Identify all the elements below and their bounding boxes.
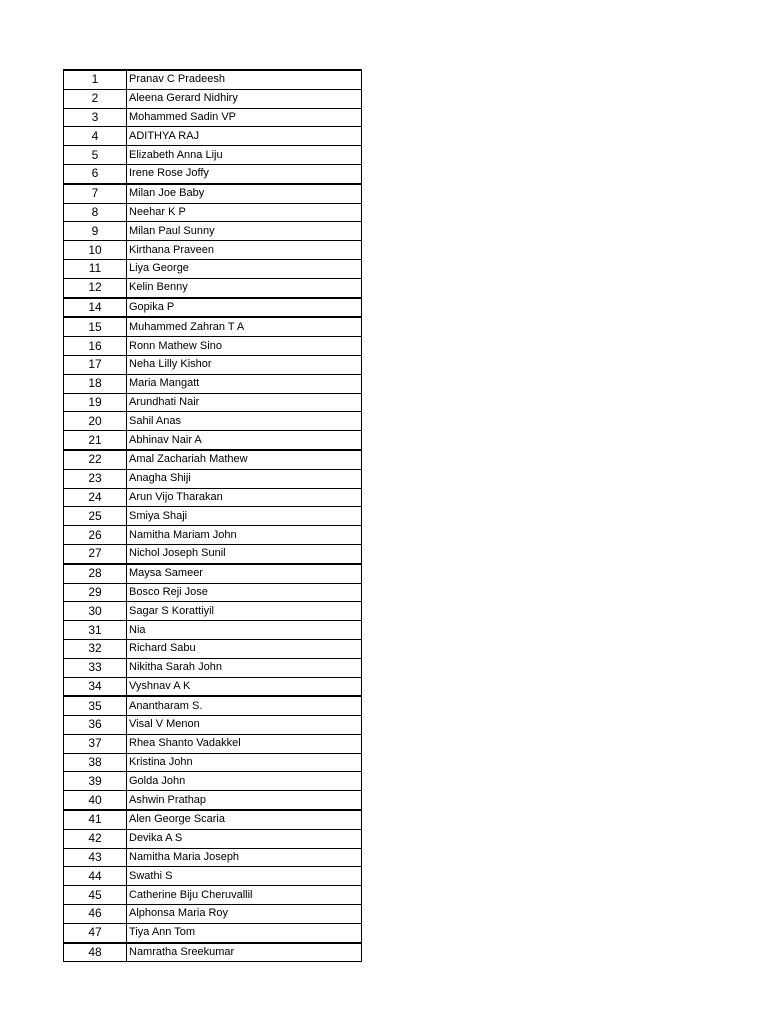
serial-number-cell: 23: [64, 469, 127, 488]
table-row: [64, 564, 362, 583]
table-row: [64, 184, 362, 203]
serial-number-cell: 30: [64, 602, 127, 621]
serial-number-cell: 31: [64, 621, 127, 640]
table-row: [64, 317, 362, 336]
table-row: [64, 203, 362, 222]
serial-number-cell: 18: [64, 374, 127, 393]
serial-number-cell: 41: [64, 810, 127, 829]
student-name-cell: Neehar K P: [127, 203, 362, 222]
serial-number-cell: 45: [64, 886, 127, 905]
student-name-cell: Devika A S: [127, 829, 362, 848]
table-row: [64, 469, 362, 488]
serial-number-cell: 46: [64, 905, 127, 924]
table-row: [64, 507, 362, 526]
table-body: [64, 70, 362, 962]
serial-number-cell: 24: [64, 488, 127, 507]
student-name-cell: Elizabeth Anna Liju: [127, 146, 362, 165]
student-name-cell: Rhea Shanto Vadakkel: [127, 734, 362, 753]
student-name-cell: Sahil Anas: [127, 412, 362, 431]
table-row: [64, 431, 362, 450]
student-name-cell: ADITHYA RAJ: [127, 127, 362, 146]
student-name-cell: Smiya Shaji: [127, 507, 362, 526]
serial-number-cell: 9: [64, 222, 127, 241]
table-row: [64, 734, 362, 753]
serial-number-cell: 48: [64, 943, 127, 962]
serial-number-cell: 47: [64, 923, 127, 942]
table-row: [64, 716, 362, 735]
student-name-cell: Neha Lilly Kishor: [127, 355, 362, 374]
table-row: [64, 412, 362, 431]
student-name-cell: Pranav C Pradeesh: [127, 70, 362, 89]
table-row: [64, 70, 362, 89]
serial-number-cell: 25: [64, 507, 127, 526]
table-row: [64, 298, 362, 318]
table-row: [64, 886, 362, 905]
student-name-cell: Tiya Ann Tom: [127, 923, 362, 942]
table-row: [64, 677, 362, 696]
serial-number-cell: 4: [64, 127, 127, 146]
table-row: [64, 108, 362, 127]
student-name-cell: Arundhati Nair: [127, 393, 362, 412]
serial-number-cell: 28: [64, 564, 127, 583]
table-row: [64, 89, 362, 108]
student-name-cell: Golda John: [127, 772, 362, 791]
student-name-cell: Maria Mangatt: [127, 374, 362, 393]
table-row: [64, 696, 362, 715]
table-row: [64, 355, 362, 374]
table-row: [64, 621, 362, 640]
serial-number-cell: 44: [64, 867, 127, 886]
serial-number-cell: 32: [64, 639, 127, 658]
table-row: [64, 241, 362, 260]
table-row: [64, 393, 362, 412]
serial-number-cell: 43: [64, 848, 127, 867]
serial-number-cell: 20: [64, 412, 127, 431]
serial-number-cell: 7: [64, 184, 127, 203]
serial-number-cell: 2: [64, 89, 127, 108]
student-name-cell: Bosco Reji Jose: [127, 583, 362, 602]
table-row: [64, 753, 362, 772]
serial-number-cell: 16: [64, 337, 127, 356]
table-row: [64, 905, 362, 924]
serial-number-cell: 8: [64, 203, 127, 222]
serial-number-cell: 38: [64, 753, 127, 772]
student-name-cell: Maysa Sameer: [127, 564, 362, 583]
serial-number-cell: 34: [64, 677, 127, 696]
serial-number-cell: 39: [64, 772, 127, 791]
table-row: [64, 829, 362, 848]
serial-number-cell: 33: [64, 658, 127, 677]
table-row: [64, 583, 362, 602]
serial-number-cell: 15: [64, 317, 127, 336]
table-row: [64, 867, 362, 886]
student-name-cell: Anagha Shiji: [127, 469, 362, 488]
serial-number-cell: 11: [64, 259, 127, 278]
student-name-cell: Vyshnav A K: [127, 677, 362, 696]
serial-number-cell: 36: [64, 716, 127, 735]
serial-number-cell: 37: [64, 734, 127, 753]
student-name-cell: Mohammed Sadin VP: [127, 108, 362, 127]
table-row: [64, 810, 362, 829]
table-row: [64, 772, 362, 791]
student-name-cell: Swathi S: [127, 867, 362, 886]
table-row: [64, 943, 362, 962]
serial-number-cell: 21: [64, 431, 127, 450]
student-name-cell: Ashwin Prathap: [127, 791, 362, 810]
student-name-cell: Milan Paul Sunny: [127, 222, 362, 241]
table-row: [64, 164, 362, 183]
table-row: [64, 639, 362, 658]
student-name-cell: Catherine Biju Cheruvallil: [127, 886, 362, 905]
student-name-cell: Kelin Benny: [127, 278, 362, 297]
table-row: [64, 848, 362, 867]
serial-number-cell: 27: [64, 544, 127, 563]
student-name-cell: Anantharam S.: [127, 696, 362, 715]
student-name-cell: Namratha Sreekumar: [127, 943, 362, 962]
serial-number-cell: 17: [64, 355, 127, 374]
table-row: [64, 488, 362, 507]
serial-number-cell: 29: [64, 583, 127, 602]
table-row: [64, 278, 362, 297]
student-name-cell: Ronn Mathew Sino: [127, 337, 362, 356]
student-name-cell: Alen George Scaria: [127, 810, 362, 829]
student-name-cell: Visal V Menon: [127, 716, 362, 735]
table-row: [64, 222, 362, 241]
student-name-cell: Nikitha Sarah John: [127, 658, 362, 677]
serial-number-cell: 26: [64, 526, 127, 545]
student-name-cell: Muhammed Zahran T A: [127, 317, 362, 336]
student-name-cell: Alphonsa Maria Roy: [127, 905, 362, 924]
student-name-cell: Arun Vijo Tharakan: [127, 488, 362, 507]
table-row: [64, 259, 362, 278]
table-row: [64, 337, 362, 356]
serial-number-cell: 22: [64, 450, 127, 469]
student-name-cell: Aleena Gerard Nidhiry: [127, 89, 362, 108]
table-row: [64, 791, 362, 810]
serial-number-cell: 14: [64, 298, 127, 318]
student-name-cell: Kristina John: [127, 753, 362, 772]
serial-number-cell: 35: [64, 696, 127, 715]
student-name-cell: Liya George: [127, 259, 362, 278]
student-name-cell: Namitha Maria Joseph: [127, 848, 362, 867]
serial-number-cell: 42: [64, 829, 127, 848]
serial-number-cell: 10: [64, 241, 127, 260]
student-name-cell: Abhinav Nair A: [127, 431, 362, 450]
table-row: [64, 146, 362, 165]
student-name-cell: Gopika P: [127, 298, 362, 318]
table-row: [64, 923, 362, 942]
student-name-cell: Richard Sabu: [127, 639, 362, 658]
serial-number-cell: 1: [64, 70, 127, 89]
student-name-cell: Milan Joe Baby: [127, 184, 362, 203]
serial-number-cell: 19: [64, 393, 127, 412]
table-row: [64, 602, 362, 621]
student-name-cell: Irene Rose Joffy: [127, 164, 362, 183]
student-list-table: [63, 69, 362, 962]
student-name-cell: Amal Zachariah Mathew: [127, 450, 362, 469]
table-row: [64, 526, 362, 545]
student-name-cell: Namitha Mariam John: [127, 526, 362, 545]
table-row: [64, 544, 362, 563]
table-row: [64, 658, 362, 677]
serial-number-cell: 12: [64, 278, 127, 297]
table-row: [64, 450, 362, 469]
serial-number-cell: 5: [64, 146, 127, 165]
serial-number-cell: 3: [64, 108, 127, 127]
serial-number-cell: 6: [64, 164, 127, 183]
student-name-cell: Kirthana Praveen: [127, 241, 362, 260]
table-row: [64, 374, 362, 393]
student-name-cell: Nichol Joseph Sunil: [127, 544, 362, 563]
serial-number-cell: 40: [64, 791, 127, 810]
student-name-cell: Sagar S Korattiyil: [127, 602, 362, 621]
table-row: [64, 127, 362, 146]
student-name-cell: Nia: [127, 621, 362, 640]
